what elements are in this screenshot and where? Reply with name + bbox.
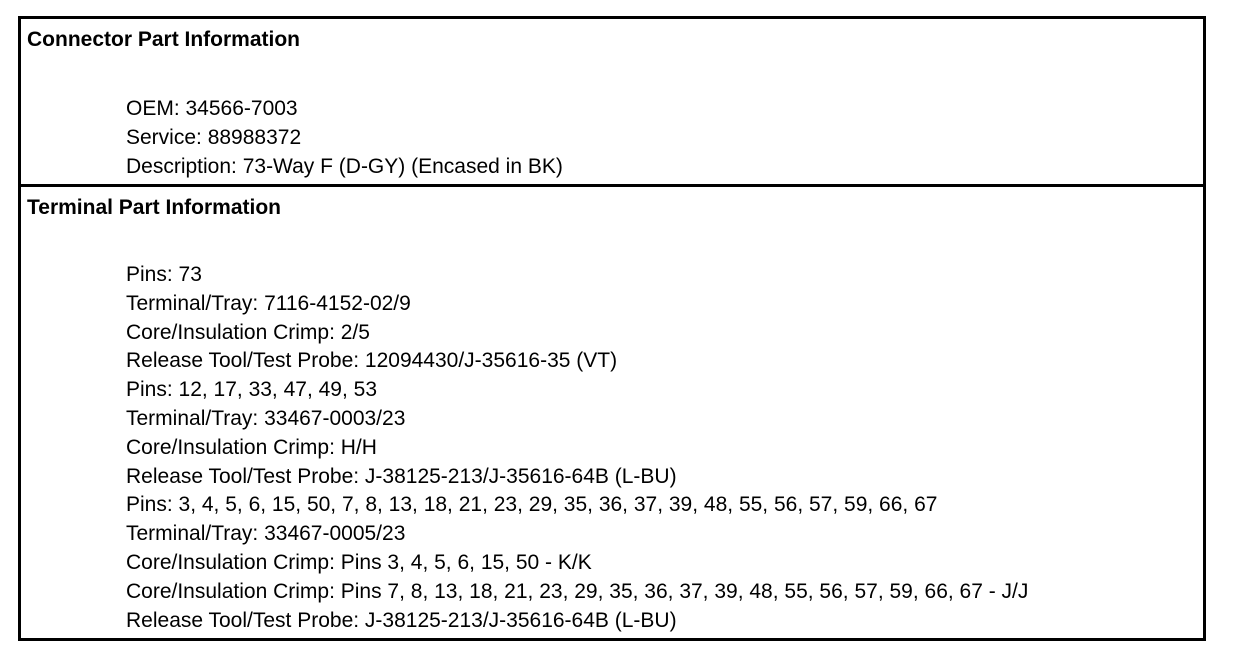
terminal-section-heading: Terminal Part Information	[27, 196, 281, 219]
terminal-info-line: Core/Insulation Crimp: Pins 7, 8, 13, 18, 21, 23, 29, 35, 36, 37, 39, 48, 55, 56, 57, 59, 66, 67 - J/J	[126, 579, 1029, 603]
terminal-info-line: Terminal/Tray: 33467-0005/23	[126, 522, 406, 546]
terminal-info-line: Pins: 12, 17, 33, 47, 49, 53	[126, 378, 378, 402]
terminal-part-information-section	[21, 187, 1203, 638]
terminal-info-line: Pins: 3, 4, 5, 6, 15, 50, 7, 8, 13, 18, 21, 23, 29, 35, 36, 37, 39, 48, 55, 56, 57, 59, 66, 67	[126, 493, 938, 517]
terminal-info-line: Core/Insulation Crimp: 2/5	[126, 320, 370, 344]
part-information-table	[18, 16, 1206, 641]
terminal-info-line: Pins: 73	[126, 263, 202, 286]
connector-service-line: Service: 88988372	[126, 125, 302, 149]
terminal-info-line: Core/Insulation Crimp: Pins 3, 4, 5, 6, 15, 50 - K/K	[126, 550, 592, 574]
terminal-info-line: Release Tool/Test Probe: J-38125-213/J-35616-64B (L-BU)	[126, 464, 677, 488]
terminal-info-line: Release Tool/Test Probe: J-38125-213/J-35616-64B (L-BU)	[126, 608, 677, 632]
connector-part-information-section	[21, 19, 1203, 187]
terminal-info-line: Terminal/Tray: 33467-0003/23	[126, 406, 406, 430]
connector-section-heading: Connector Part Information	[27, 28, 301, 51]
connector-description-line: Description: 73-Way F (D-GY) (Encased in BK)	[126, 154, 563, 178]
connector-info-list	[126, 95, 563, 181]
terminal-info-line: Core/Insulation Crimp: H/H	[126, 435, 377, 459]
connector-oem-line: OEM: 34566-7003	[126, 97, 298, 120]
terminal-info-list	[126, 261, 1028, 635]
terminal-info-line: Terminal/Tray: 7116-4152-02/9	[126, 291, 411, 315]
terminal-info-line: Release Tool/Test Probe: 12094430/J-35616-35 (VT)	[126, 349, 618, 373]
